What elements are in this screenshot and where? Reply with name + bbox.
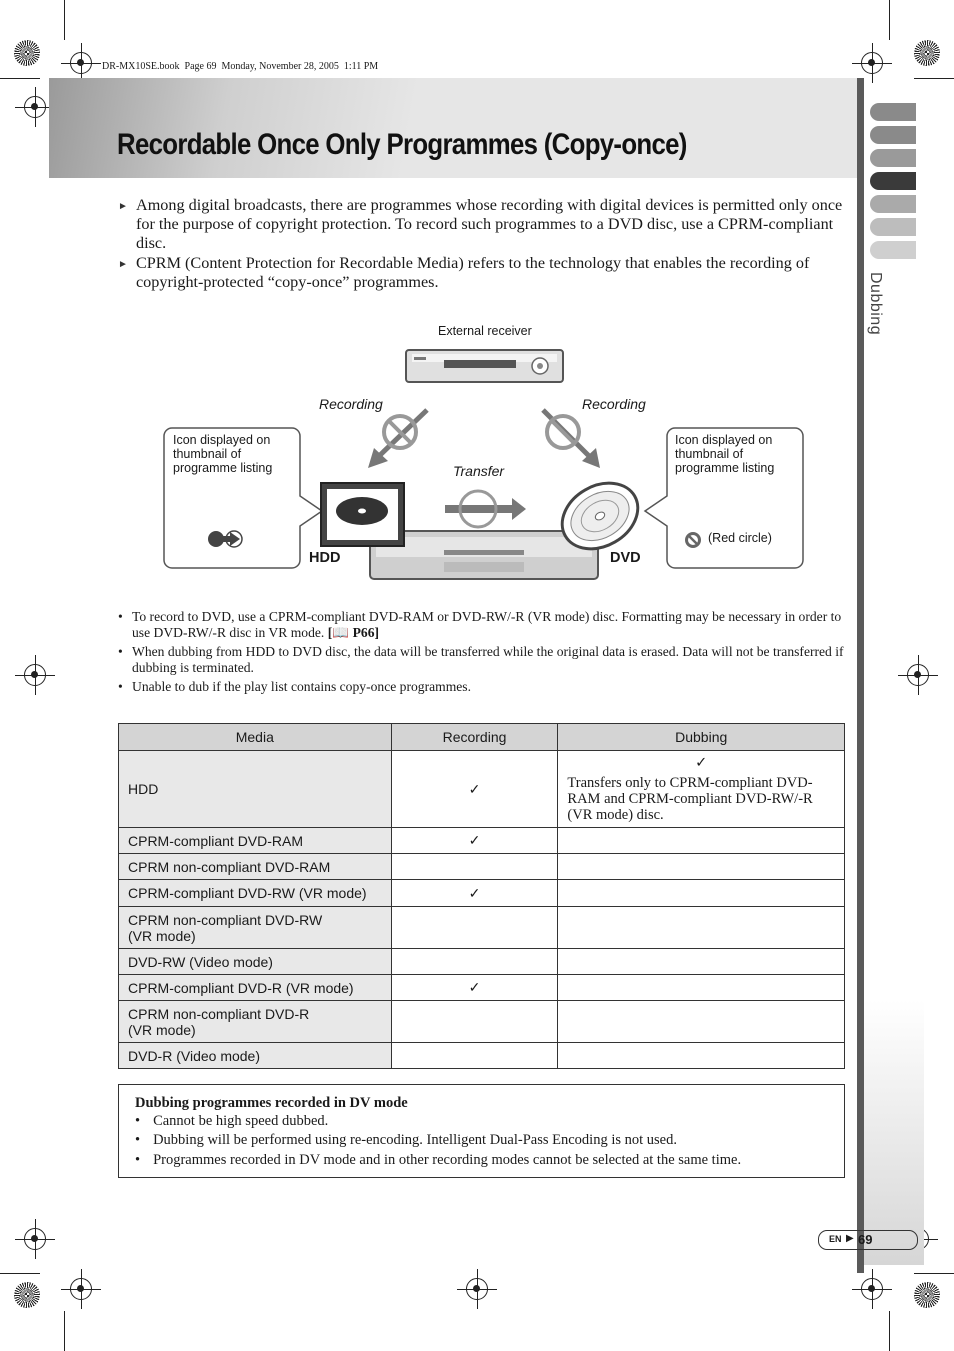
color-rosette-icon bbox=[914, 1282, 940, 1308]
dv-box-heading: Dubbing programmes recorded in DV mode bbox=[135, 1095, 408, 1111]
recording-cell bbox=[391, 1043, 558, 1069]
dubbing-note: Transfers only to CPRM-compliant DVD-RAM and CPRM-compliant DVD-RW/-R (VR mode) disc. bbox=[567, 775, 813, 823]
recording-cell bbox=[391, 949, 558, 975]
page-number-badge bbox=[818, 1230, 918, 1250]
dubbing-cell bbox=[558, 1001, 845, 1043]
recording-label-left: Recording bbox=[319, 396, 383, 412]
side-strip bbox=[857, 78, 864, 1273]
registration-mark bbox=[70, 1278, 92, 1300]
callout-left-text: Icon displayed on thumbnail of programme listing bbox=[173, 433, 273, 475]
dv-mode-box bbox=[118, 1084, 845, 1178]
recording-label-right: Recording bbox=[582, 396, 646, 412]
registration-mark bbox=[24, 1228, 46, 1250]
page-title: Recordable Once Only Programmes (Copy-once) bbox=[117, 128, 687, 161]
recording-cell bbox=[391, 907, 558, 949]
registration-mark bbox=[466, 1278, 488, 1300]
dubbing-cell bbox=[558, 828, 845, 854]
bullet-icon: • bbox=[135, 1132, 141, 1148]
table-row bbox=[119, 1043, 845, 1069]
table-row bbox=[119, 880, 845, 907]
dv-box-item: • Programmes recorded in DV mode and in other recording modes cannot be selected at the same time. bbox=[135, 1152, 742, 1168]
transfer-label: Transfer bbox=[453, 463, 505, 479]
dubbing-cell bbox=[558, 854, 845, 880]
section-label: Dubbing bbox=[867, 272, 884, 336]
col-header: Dubbing bbox=[558, 724, 845, 751]
chapter-tab bbox=[870, 195, 916, 213]
hdd-icon bbox=[321, 483, 404, 546]
color-rosette-icon bbox=[14, 40, 40, 66]
book-icon: 📖 bbox=[332, 625, 350, 640]
color-rosette-icon bbox=[914, 40, 940, 66]
note-item: • Unable to dub if the play list contains copy-once programmes. bbox=[118, 679, 472, 694]
registration-mark bbox=[24, 664, 46, 686]
recording-arrow-left-icon bbox=[368, 410, 427, 468]
triangle-right-icon: ▶ bbox=[846, 1233, 854, 1244]
bullet-icon: • bbox=[118, 679, 123, 694]
table-row bbox=[119, 1001, 845, 1043]
note-item: • When dubbing from HDD to DVD disc, the data will be transferred while the original data is erased. Data will not be transferred if dubbing is terminated. bbox=[118, 644, 844, 675]
hdd-label: HDD bbox=[309, 550, 341, 566]
media-cell: CPRM-compliant DVD-RAM bbox=[119, 828, 392, 854]
print-info: DR-MX10SE.book Page 69 Monday, November 28, 2005 1:11 PM bbox=[102, 61, 379, 72]
media-cell: CPRM-compliant DVD-RW (VR mode) bbox=[119, 880, 392, 907]
table-row bbox=[119, 751, 845, 828]
dubbing-cell bbox=[558, 907, 845, 949]
side-fade bbox=[864, 1000, 924, 1265]
bullet-icon: • bbox=[118, 609, 123, 624]
table-header bbox=[119, 724, 845, 751]
bullet-icon: • bbox=[118, 644, 123, 659]
media-cell: DVD-R (Video mode) bbox=[119, 1043, 392, 1069]
recording-arrow-right-icon bbox=[543, 410, 600, 468]
table-row bbox=[119, 907, 845, 949]
media-cell: CPRM non-compliant DVD-RW (VR mode) bbox=[119, 907, 392, 949]
recording-cell: ✓ bbox=[391, 975, 558, 1001]
chapter-tab bbox=[870, 241, 916, 259]
chapter-tab bbox=[870, 149, 916, 167]
dubbing-cell bbox=[558, 949, 845, 975]
dubbing-cell bbox=[558, 751, 845, 828]
triangle-bullet-icon: ► bbox=[118, 259, 128, 270]
registration-mark bbox=[24, 96, 46, 118]
table-row bbox=[119, 975, 845, 1001]
registration-mark bbox=[861, 1278, 883, 1300]
dubbing-cell bbox=[558, 975, 845, 1001]
triangle-bullet-icon: ► bbox=[118, 201, 128, 212]
chapter-tab bbox=[870, 218, 916, 236]
table-row bbox=[119, 949, 845, 975]
dvd-label: DVD bbox=[610, 550, 641, 566]
dubbing-cell bbox=[558, 1043, 845, 1069]
registration-mark bbox=[861, 52, 883, 74]
dubbing-cell bbox=[558, 880, 845, 907]
chapter-tab bbox=[870, 126, 916, 144]
media-table bbox=[118, 723, 845, 1069]
callout-right-text: Icon displayed on thumbnail of programme listing bbox=[675, 433, 775, 475]
transfer-arrow-icon bbox=[445, 491, 526, 527]
table-row bbox=[119, 854, 845, 880]
chapter-tab-active bbox=[870, 172, 916, 190]
bullet-icon: • bbox=[135, 1152, 141, 1168]
intro-item: ► CPRM (Content Protection for Recordable Media) refers to the technology that enables the recording of copyright-protected “copy-once” programmes. bbox=[118, 254, 810, 291]
recording-cell: ✓ bbox=[391, 751, 558, 828]
col-header: Media bbox=[119, 724, 392, 751]
note-item: • To record to DVD, use a CPRM-compliant DVD-RAM or DVD-RW/-R (VR mode) disc. Formatting may be necessary in order to use DVD-RW/-R disc in VR mode. [📖 P66] bbox=[118, 609, 842, 640]
media-cell: CPRM non-compliant DVD-R (VR mode) bbox=[119, 1001, 392, 1043]
bullet-icon: • bbox=[135, 1113, 141, 1129]
media-cell: DVD-RW (Video mode) bbox=[119, 949, 392, 975]
color-rosette-icon bbox=[14, 1282, 40, 1308]
table-row bbox=[119, 828, 845, 854]
check-mark: ✓ bbox=[695, 755, 708, 771]
recording-cell bbox=[391, 1001, 558, 1043]
recording-cell: ✓ bbox=[391, 828, 558, 854]
media-cell: CPRM non-compliant DVD-RAM bbox=[119, 854, 392, 880]
registration-mark bbox=[907, 664, 929, 686]
recording-cell: ✓ bbox=[391, 880, 558, 907]
registration-mark bbox=[70, 52, 92, 74]
language-label: EN bbox=[829, 1234, 842, 1244]
col-header: Recording bbox=[391, 724, 558, 751]
red-circle-label: (Red circle) bbox=[708, 531, 772, 545]
intro-item: ► Among digital broadcasts, there are programmes whose recording with digital devices is permitted only once for the purpose of copyright protection. To record such programmes to a DVD disc, use a CPRM-compliant disc. bbox=[118, 196, 843, 252]
chapter-tab bbox=[870, 103, 916, 121]
no-copy-icon bbox=[685, 532, 701, 548]
dv-box-item: • Dubbing will be performed using re-encoding. Intelligent Dual-Pass Encoding is not used. bbox=[135, 1132, 677, 1148]
external-receiver-label: External receiver bbox=[438, 324, 532, 338]
page-reference[interactable]: [📖 P66] bbox=[327, 625, 380, 640]
media-cell: CPRM-compliant DVD-R (VR mode) bbox=[119, 975, 392, 1001]
page-number: 69 bbox=[858, 1232, 873, 1247]
recording-cell bbox=[391, 854, 558, 880]
media-cell: HDD bbox=[119, 751, 392, 828]
external-receiver-icon bbox=[406, 350, 563, 382]
dv-box-item: • Cannot be high speed dubbed. bbox=[135, 1113, 329, 1129]
